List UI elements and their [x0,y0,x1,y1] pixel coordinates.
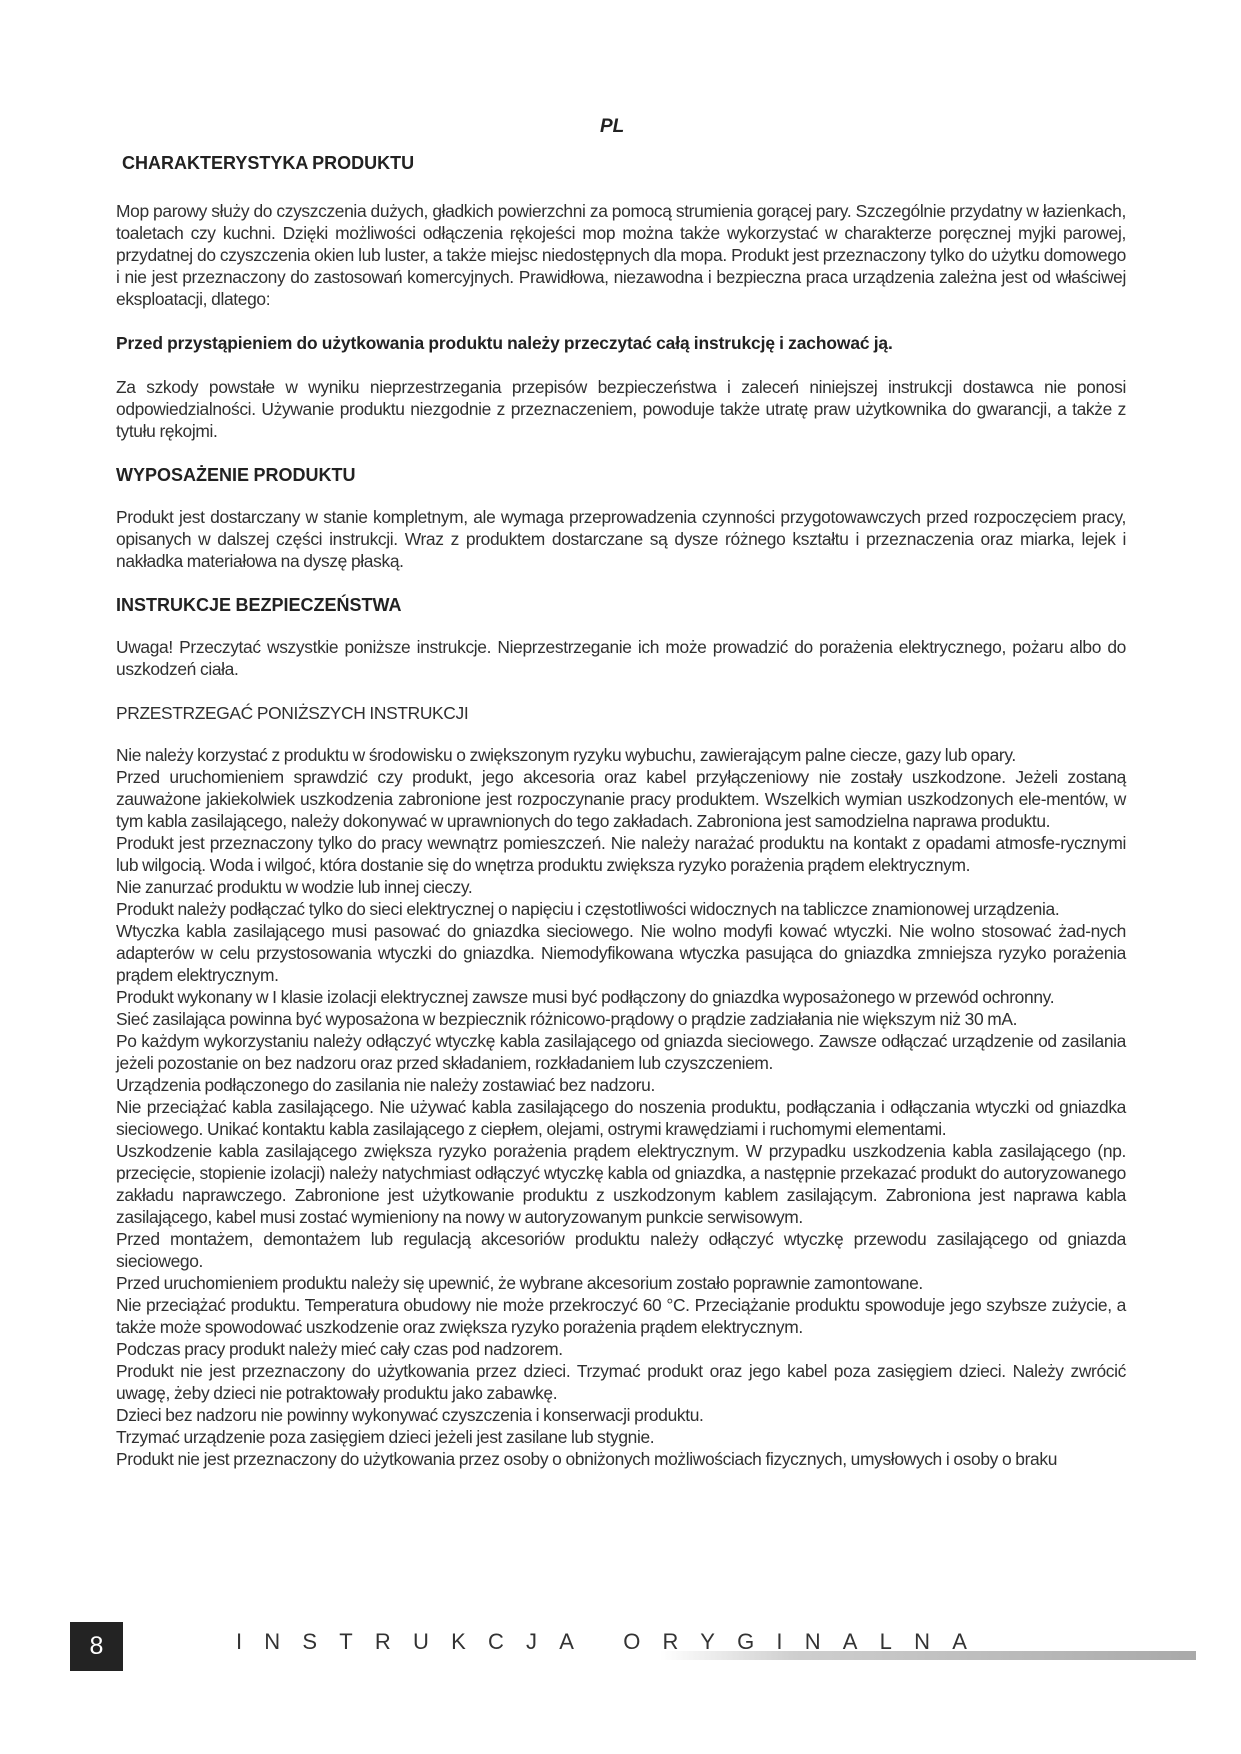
safety-item: Produkt należy podłączać tylko do sieci elektrycznej o napięciu i częstotliwości widocznych na tabliczce znamionowej urządzenia. [116,899,1060,919]
safety-item: Przed montażem, demontażem lub regulacją akcesoriów produktu należy odłączyć wtyczkę przewodu zasilającego od gniazda sieciowego. [116,1229,1126,1271]
safety-item: Nie przeciążać kabla zasilającego. Nie używać kabla zasilającego do noszenia produktu, podłączania i odłączania wtyczki od gniazdka sieciowego. Unikać kontaktu kabla zasilającego z ciepłem, olejami, ostrymi krawędziami i ruchomymi elementami. [116,1097,1126,1139]
safety-list [116,744,1126,1470]
manual-content [116,140,1126,1470]
safety-item: Dzieci bez nadzoru nie powinny wykonywać czyszczenia i konserwacji produktu. [116,1405,704,1425]
paragraph-warning: Uwaga! Przeczytać wszystkie poniższe instrukcje. Nieprzestrzeganie ich może prowadzić do porażenia elektrycznego, pożaru albo do uszkodzeń ciała. [116,637,1126,679]
safety-item: Sieć zasilająca powinna być wyposażona w bezpiecznik różnicowo-prądowy o prądzie zadziałania nie większym niż 30 mA. [116,1009,1018,1029]
safety-item: Podczas pracy produkt należy mieć cały czas pod nadzorem. [116,1339,563,1359]
safety-item: Urządzenia podłączonego do zasilania nie należy zostawiać bez nadzoru. [116,1075,655,1095]
heading-safety: INSTRUKCJE BEZPIECZEŃSTWA [116,595,402,615]
safety-item: Produkt nie jest przeznaczony do użytkowania przez osoby o obniżonych możliwościach fizycznych, umysłowych i osoby o braku [116,1449,1058,1469]
footer-title: INSTRUKCJA ORYGINALNA [236,1629,990,1654]
safety-item: Trzymać urządzenie poza zasięgiem dzieci jeżeli jest zasilane lub stygnie. [116,1427,655,1447]
page-number: 8 [70,1622,123,1671]
safety-item: Przed uruchomieniem produktu należy się upewnić, że wybrane akcesorium zostało poprawnie zamontowane. [116,1273,923,1293]
safety-item: Po każdym wykorzystaniu należy odłączyć wtyczkę kabla zasilającego od gniazda sieciowego. Zawsze odłączać urządzenie od zasilania jeżeli pozostanie on bez nadzoru oraz przed składaniem, rozkładaniem lub czyszczeniem. [116,1031,1126,1073]
paragraph-read-manual: Przed przystąpieniem do użytkowania produktu należy przeczytać całą instrukcję i zachować ją. [116,333,893,353]
paragraph-intro: Mop parowy służy do czyszczenia dużych, gładkich powierzchni za pomocą strumienia gorącej pary. Szczególnie przydatny w łazienkach, toaletach czy kuchni. Dzięki możliwości odłączenia rękojeści mop można także wykorzystać w charakterze poręcznej myjki parowej, przydatnej do czyszczenia okien lub luster, a także miejsc niedostępnych dla mopa. Produkt jest przeznaczony tylko do użytku domowego i nie jest przeznaczony do zastosowań komercyjnych. Prawidłowa, niezawodna i bezpieczna praca urządzenia zależna jest od właściwej eksploatacji, dlatego: [116,201,1126,309]
paragraph-equipment: Produkt jest dostarczany w stanie kompletnym, ale wymaga przeprowadzenia czynności przygotowawczych przed rozpoczęciem pracy, opisanych w dalszej części instrukcji. Wraz z produktem dostarczane są dysze różnego kształtu i przeznaczenia oraz miarka, lejek i nakładka materiałowa na dyszę płaską. [116,507,1126,571]
safety-item: Wtyczka kabla zasilającego musi pasować do gniazdka sieciowego. Nie wolno modyfi kować wtyczki. Nie wolno stosować żad-nych adapterów w celu przystosowania wtyczki do gniazdka. Niemodyfikowana wtyczka pasująca do gniazdka zmniejsza ryzyko porażenia prądem elektrycznym. [116,921,1126,985]
safety-item: Nie należy korzystać z produktu w środowisku o zwiększonym ryzyku wybuchu, zawierającym palne ciecze, gazy lub opary. [116,745,1016,765]
safety-item: Produkt jest przeznaczony tylko do pracy wewnątrz pomieszczeń. Nie należy narażać produktu na kontakt z opadami atmosfe-rycznymi lub wilgocią. Woda i wilgoć, która dostanie się do wnętrza produktu zwiększa ryzyko porażenia prądem elektrycznym. [116,833,1126,875]
heading-equipment: WYPOSAŻENIE PRODUKTU [116,465,356,485]
safety-item: Przed uruchomieniem sprawdzić czy produkt, jego akcesoria oraz kabel przyłączeniowy nie zostały uszkodzone. Jeżeli zostaną zauważone jakiekolwiek uszkodzenia zabronione jest rozpoczynanie pracy produktem. Wszelkich wymian uszkodzonych ele-mentów, w tym kabla zasilającego, należy dokonywać w uprawnionych do tego zakładach. Zabroniona jest samodzielna naprawa produktu. [116,767,1126,831]
language-code: PL [600,116,625,137]
safety-item: Uszkodzenie kabla zasilającego zwiększa ryzyko porażenia prądem elektrycznym. W przypadku uszkodzenia kabla zasilającego (np. przecięcie, stopienie izolacji) należy natychmiast odłączyć wtyczkę kabla od gniazdka, a następnie przekazać produkt do autoryzowanego zakładu naprawczego. Zabronione jest użytkowanie produktu z uszkodzonym kablem zasilającym. Zabroniona jest naprawa kabla zasilającego, kabel musi zostać wymieniony na nowy w autoryzowanym punkcie serwisowym. [116,1141,1126,1227]
safety-item: Produkt wykonany w I klasie izolacji elektrycznej zawsze musi być podłączony do gniazdka wyposażonego w przewód ochronny. [116,987,1055,1007]
safety-item: Produkt nie jest przeznaczony do użytkowania przez dzieci. Trzymać produkt oraz jego kabel poza zasięgiem dzieci. Należy zwrócić uwagę, żeby dzieci nie potraktowały produktu jako zabawkę. [116,1361,1126,1403]
paragraph-liability: Za szkody powstałe w wyniku nieprzestrzegania przepisów bezpieczeństwa i zaleceń niniejszej instrukcji dostawca nie ponosi odpowiedzialności. Używanie produktu niezgodnie z przeznaczeniem, powoduje także utratę praw użytkownika do gwarancji, a także z tytułu rękojmi. [116,377,1126,441]
subheading-follow-instructions: PRZESTRZEGAĆ PONIŻSZYCH INSTRUKCJI [116,703,469,723]
heading-characteristics: CHARAKTERYSTYKA PRODUKTU [122,153,415,173]
safety-item: Nie zanurzać produktu w wodzie lub innej cieczy. [116,877,473,897]
safety-item: Nie przeciążać produktu. Temperatura obudowy nie może przekroczyć 60 °C. Przeciążanie produktu spowoduje jego szybsze zużycie, a także może spowodować uszkodzenie oraz zwiększa ryzyko porażenia prądem elektrycznym. [116,1295,1126,1337]
